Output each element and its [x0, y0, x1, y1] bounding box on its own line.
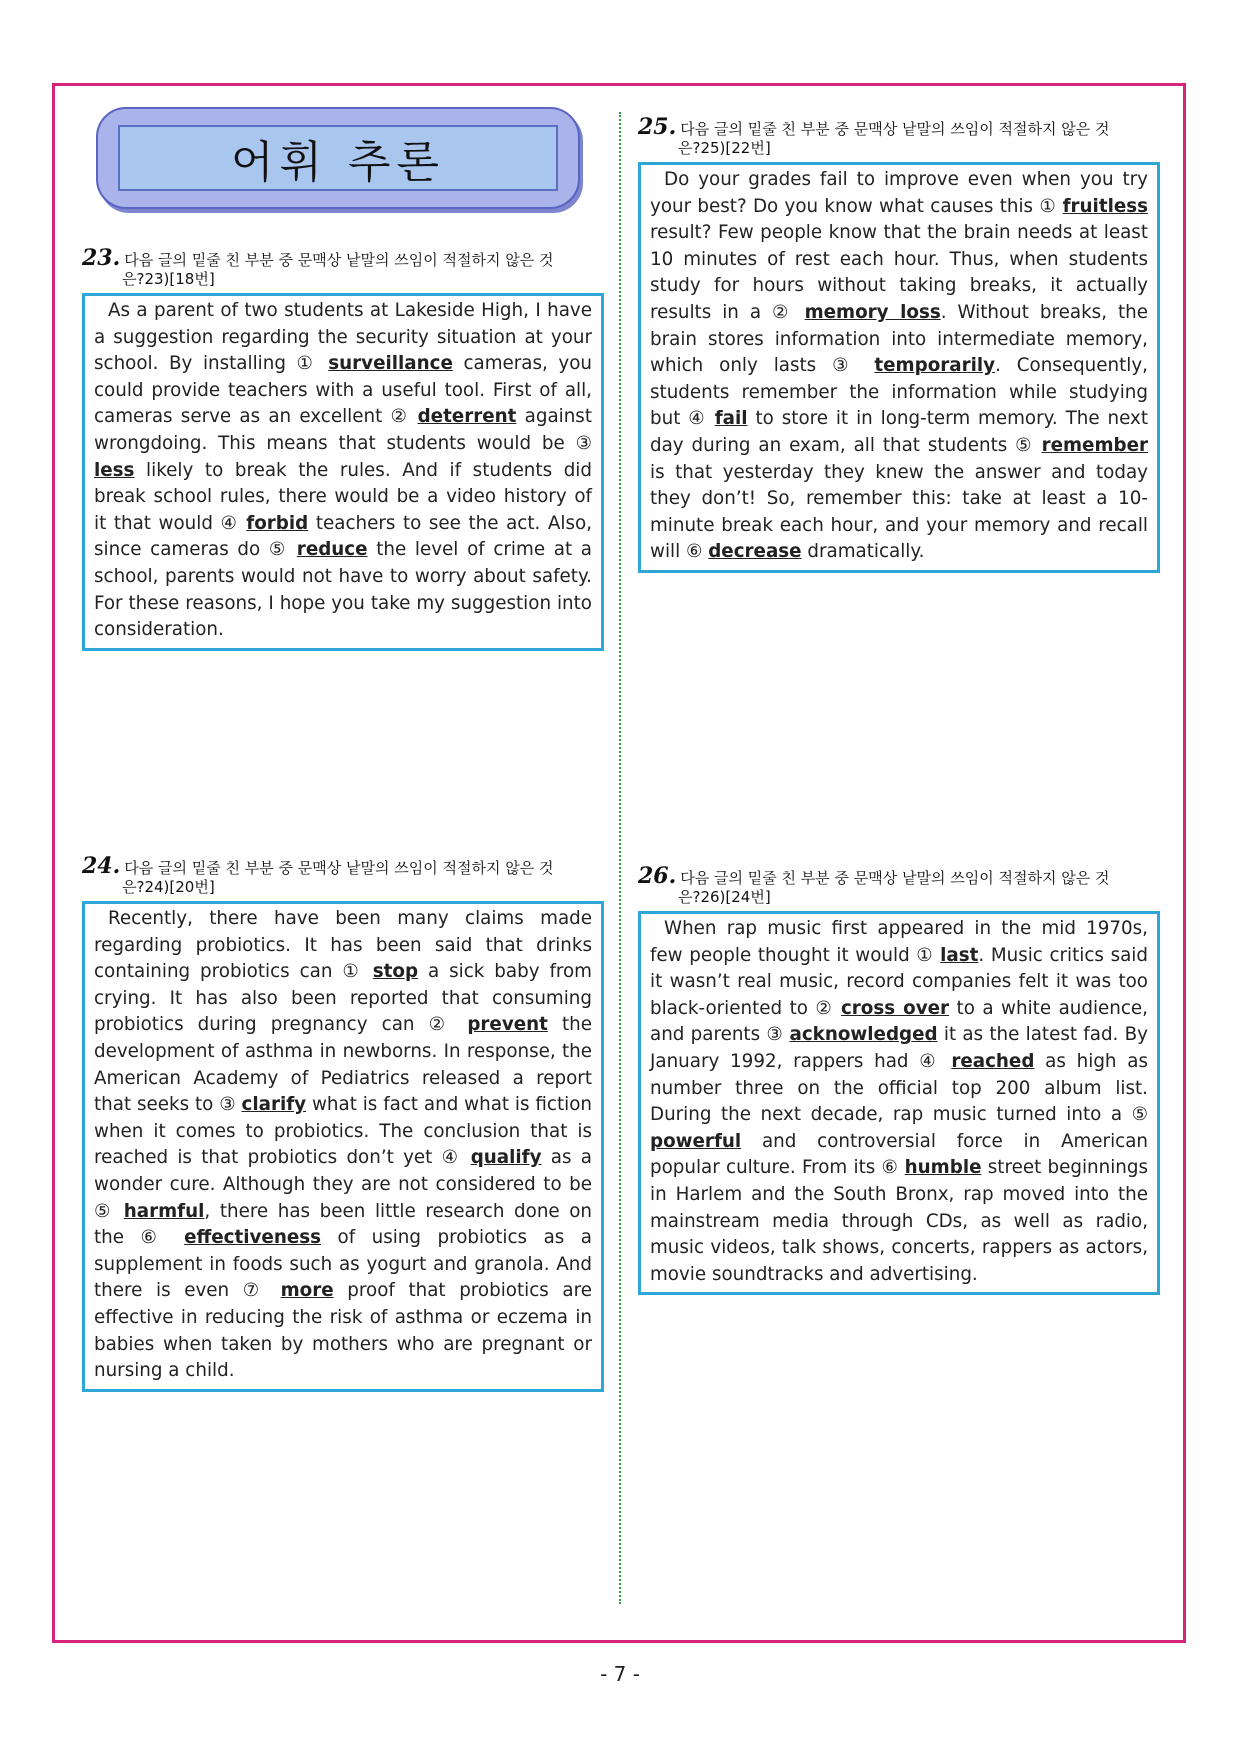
- section-title: 어휘 추론: [230, 137, 445, 188]
- underlined-word: remember: [1041, 434, 1148, 456]
- underlined-word: reduce: [296, 539, 368, 561]
- underlined-word: fail: [714, 408, 748, 430]
- question-prompt: 23. 다음 글의 밑줄 친 부분 중 문맥상 낱말의 쓰임이 적절하지 않은 것 은?23)[18번]: [82, 245, 554, 288]
- passage-text: Recently, there have been many claims made regarding probiotics. It has been said that drinks containing probiotics can ① stop a sick baby from crying. It has also been reported that consuming probiotics during pregnancy can ② prevent the development of asthma in newborns. In response, the American Academy of Pediatrics released a report that seeks to ③ clarify what is fact and what is fiction when it comes to probiotics. The conclusion that is reached is that probiotics don’t yet ④ qualify as a wonder cure. Although they are not considered to be ⑤ harmful, there has been little research done on the ⑥ effectiveness of using probiotics as a supplement in foods such as yogurt and granola. And there is even ⑦ more proof that probiotics are effective in reducing the risk of asthma or eczema in babies when taken by mothers who are pregnant or nursing a child.: [94, 908, 593, 1382]
- underlined-word: fruitless: [1062, 195, 1148, 217]
- question-number: 25.: [638, 114, 677, 140]
- underlined-word: surveillance: [328, 353, 453, 375]
- question-number: 26.: [638, 863, 677, 889]
- underlined-word: qualify: [470, 1147, 542, 1169]
- question-prompt: 26. 다음 글의 밑줄 친 부분 중 문맥상 낱말의 쓰임이 적절하지 않은 것 은?26)[24번]: [638, 863, 1110, 906]
- underlined-word: effectiveness: [184, 1227, 322, 1249]
- section-title-inner: [118, 125, 558, 191]
- page-number: - 7 -: [600, 1662, 640, 1686]
- underlined-word: more: [280, 1280, 334, 1302]
- underlined-word: deterrent: [417, 406, 517, 428]
- question-25: [638, 114, 1160, 573]
- underlined-word: reached: [951, 1050, 1035, 1072]
- underlined-word: prevent: [467, 1014, 548, 1036]
- question-number: 23.: [82, 245, 121, 271]
- underlined-word: clarify: [241, 1094, 307, 1116]
- underlined-word: humble: [904, 1157, 982, 1179]
- underlined-word: decrease: [708, 541, 802, 563]
- passage-text: Do your grades fail to improve even when you try your best? Do you know what causes this ① fruitless result? Few people know that the brain needs at least 10 minutes of rest each hour. Thus, when students study for hours without taking breaks, it actually results in a ② memory loss. Without breaks, the brain stores information into intermediate memory, which only lasts ③ temporarily. Consequently, students remember the information while studying but ④ fail to store it in long-term memory. The next day during an exam, all that students ⑤ remember is that yesterday they knew the answer and today they don’t! So, remember this: take at least a 10-minute break each hour, and your memory and recall will ⑥ decrease dramatically.: [650, 169, 1148, 563]
- section-title-banner: [96, 107, 580, 209]
- underlined-word: less: [94, 459, 135, 481]
- passage-box: [638, 162, 1160, 573]
- passage-text: When rap music first appeared in the mid 1970s, few people thought it would ① last. Music critics said it wasn’t real music, record companies felt it was too black-oriented to ② cross over to a white audience, and parents ③ acknowledged it as the latest fad. By January 1992, rappers had ④ reached as high as number three on the official top 200 album list. During the next decade, rap music turned into a ⑤ powerful and controversial force in American popular culture. From its ⑥ humble street beginnings in Harlem and the South Bronx, rap moved into the mainstream media through CDs, as well as radio, music videos, talk shows, concerts, rappers as actors, movie soundtracks and advertising.: [650, 918, 1148, 1285]
- question-number: 24.: [82, 853, 121, 879]
- question-23: [82, 245, 604, 651]
- passage-box: [82, 901, 604, 1392]
- underlined-word: temporarily: [874, 355, 996, 377]
- passage-text: As a parent of two students at Lakeside High, I have a suggestion regarding the security situation at your school. By installing ① surveillance cameras, you could provide teachers with a useful tool. First of all, cameras serve as an excellent ② deterrent against wrongdoing. This means that students would be ③ less likely to break the rules. And if students did break school rules, there would be a video history of it that would ④ forbid teachers to see the act. Also, since cameras do ⑤ reduce the level of crime at a school, parents would not have to worry about safety. For these reasons, I hope you take my suggestion into consideration.: [94, 300, 593, 641]
- passage-box: [638, 911, 1160, 1295]
- underlined-word: stop: [372, 961, 419, 983]
- underlined-word: harmful: [123, 1200, 205, 1222]
- underlined-word: forbid: [246, 512, 309, 534]
- underlined-word: powerful: [650, 1130, 742, 1152]
- underlined-word: cross over: [840, 997, 950, 1019]
- question-24: [82, 853, 604, 1392]
- passage-box: [82, 293, 604, 651]
- question-26: [638, 863, 1160, 1295]
- column-divider: [619, 112, 621, 1604]
- underlined-word: acknowledged: [789, 1024, 938, 1046]
- underlined-word: memory loss: [804, 301, 941, 323]
- question-prompt: 25. 다음 글의 밑줄 친 부분 중 문맥상 낱말의 쓰임이 적절하지 않은 것 은?25)[22번]: [638, 114, 1110, 157]
- question-prompt: 24. 다음 글의 밑줄 친 부분 중 문맥상 낱말의 쓰임이 적절하지 않은 것 은?24)[20번]: [82, 853, 554, 896]
- underlined-word: last: [940, 944, 979, 966]
